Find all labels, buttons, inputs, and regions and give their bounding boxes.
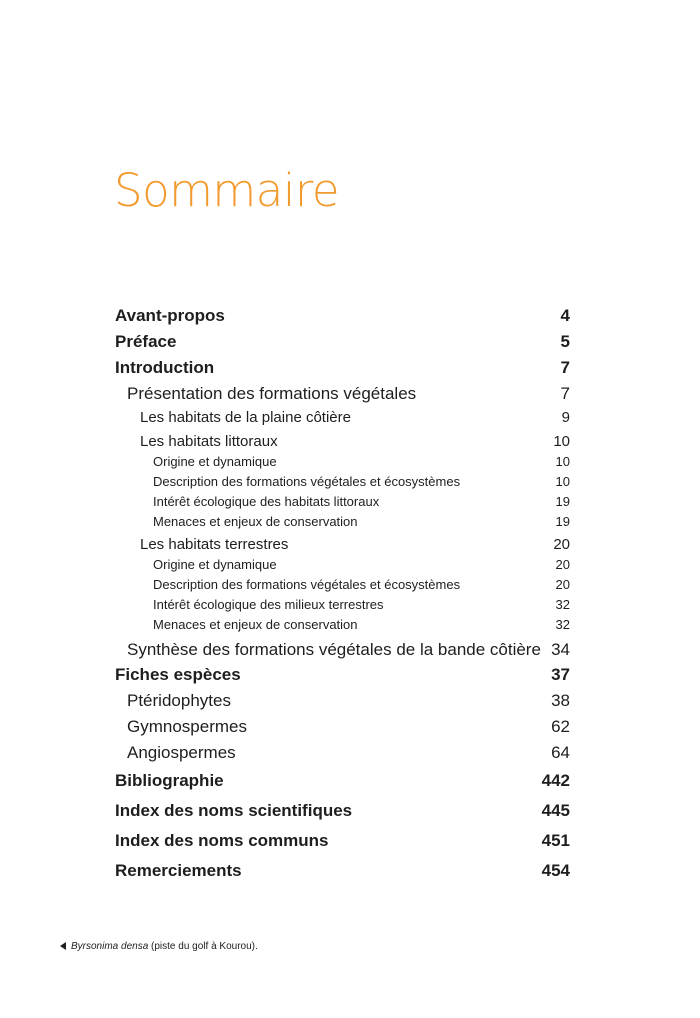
toc-entry-title: Avant-propos [115, 306, 225, 325]
toc-entry-page: 62 [551, 717, 570, 736]
toc-entry-title: Ptéridophytes [127, 691, 231, 710]
toc-entry-title: Menaces et enjeux de conservation [153, 514, 358, 529]
toc-entry [115, 557, 570, 572]
toc-entry-title: Introduction [115, 358, 215, 377]
toc-entry [115, 332, 570, 352]
toc-entry-page: 10 [555, 474, 570, 489]
photo-caption [60, 941, 258, 952]
toc-entry [115, 494, 570, 509]
toc-entry-title: Intérêt écologique des habitats littoraux [153, 494, 380, 509]
left-arrow-icon [60, 942, 66, 950]
toc-entry-page: 64 [551, 743, 570, 762]
toc-entry [115, 409, 570, 426]
toc-entry-title: Menaces et enjeux de conservation [153, 617, 358, 632]
toc-entry [115, 474, 570, 489]
toc-entry-page: 7 [560, 384, 570, 403]
caption-location: (piste du golf à Kourou). [148, 941, 258, 952]
toc-entry [115, 665, 570, 685]
toc-entry [115, 597, 570, 612]
toc-entry-page: 19 [555, 494, 570, 509]
toc-entry [115, 617, 570, 632]
toc-entry-page: 451 [541, 831, 570, 850]
toc-entry-title: Description des formations végétales et écosystèmes [153, 474, 461, 489]
toc-entry [115, 454, 570, 469]
toc-entry-page: 5 [560, 332, 570, 351]
toc-entry-page: 32 [555, 597, 570, 612]
toc-entry-title: Index des noms scientifiques [115, 801, 353, 820]
toc-entry-title: Origine et dynamique [153, 557, 277, 572]
caption-species: Byrsonima densa [71, 941, 149, 952]
toc-entry [115, 433, 570, 450]
toc-entry [115, 801, 570, 821]
toc-entry [115, 831, 570, 851]
toc-entry [115, 743, 570, 763]
toc-entry-page: 34 [551, 640, 570, 659]
table-of-contents [115, 0, 570, 1018]
toc-entry-page: 38 [551, 691, 570, 710]
toc-entry-page: 20 [553, 536, 570, 553]
toc-entry-page: 9 [561, 409, 570, 426]
toc-entry-page: 37 [551, 665, 570, 684]
toc-entry-title: Bibliographie [115, 771, 224, 790]
toc-entry-page: 445 [541, 801, 570, 820]
toc-entry-page: 32 [555, 617, 570, 632]
toc-entry-page: 442 [541, 771, 570, 790]
toc-entry [115, 861, 570, 881]
toc-entry-title: Origine et dynamique [153, 454, 277, 469]
toc-entry-title: Angiospermes [127, 743, 236, 762]
toc-entry [115, 358, 570, 378]
toc-entry [115, 640, 570, 660]
toc-entry-title: Fiches espèces [115, 665, 241, 684]
page-title: Sommaire [114, 164, 340, 217]
toc-entry-page: 10 [553, 433, 570, 450]
toc-entry [115, 771, 570, 791]
toc-entry-page: 20 [555, 557, 570, 572]
toc-entry-title: Index des noms communs [115, 831, 329, 850]
toc-entry-title: Gymnospermes [127, 717, 247, 736]
toc-entry-page: 10 [555, 454, 570, 469]
toc-entry-title: Synthèse des formations végétales de la bande côtière [127, 640, 541, 659]
toc-entry [115, 577, 570, 592]
toc-entry [115, 691, 570, 711]
toc-entry [115, 306, 570, 326]
toc-entry-title: Préface [115, 332, 177, 351]
toc-entry-title: Les habitats de la plaine côtière [140, 409, 351, 426]
toc-entry [115, 384, 570, 404]
toc-entry-title: Les habitats terrestres [140, 536, 289, 553]
toc-entry-title: Intérêt écologique des milieux terrestres [153, 597, 384, 612]
toc-entry-page: 454 [541, 861, 570, 880]
toc-entry-page: 19 [555, 514, 570, 529]
toc-entry [115, 536, 570, 553]
toc-entry-title: Description des formations végétales et écosystèmes [153, 577, 461, 592]
toc-entry-page: 4 [560, 306, 570, 325]
toc-entry [115, 514, 570, 529]
toc-entry-page: 20 [555, 577, 570, 592]
toc-entry-title: Présentation des formations végétales [127, 384, 417, 403]
toc-entry [115, 717, 570, 737]
toc-entry-title: Remerciements [115, 861, 242, 880]
toc-entry-page: 7 [560, 358, 570, 377]
toc-entry-title: Les habitats littoraux [140, 433, 278, 450]
